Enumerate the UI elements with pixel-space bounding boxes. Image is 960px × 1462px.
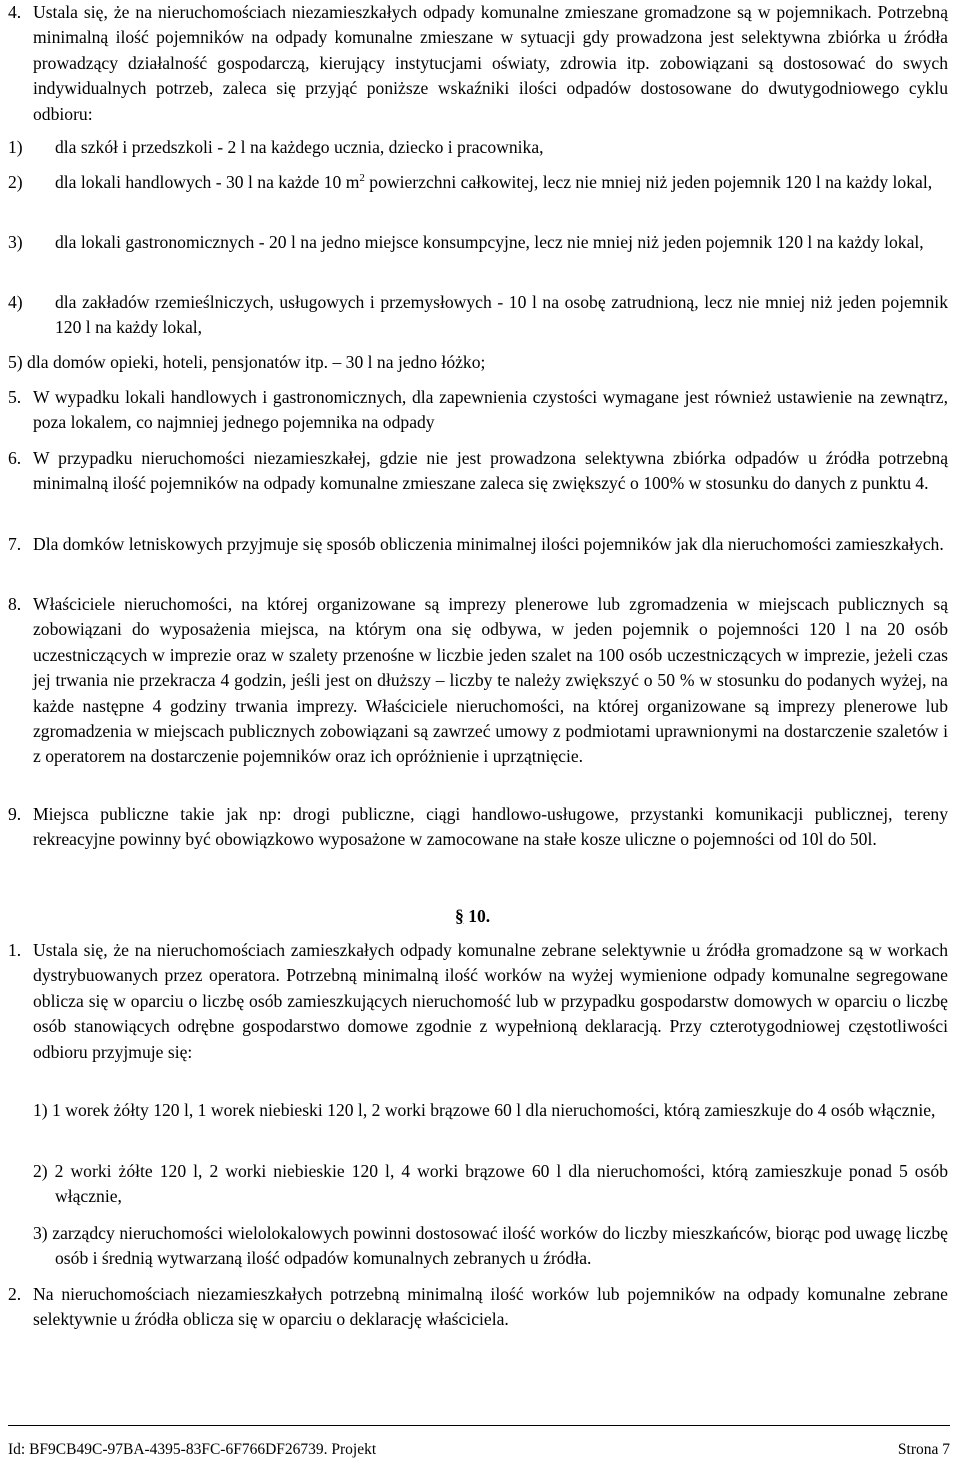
item-text: Ustala się, że na nieruchomościach niezamieszkałych odpady komunalne zmieszane gromadzone są w pojemnikach. Potrzebną minimalną ilość pojemników na odpady komunalne zmieszane w sytuacji gdy prowadzona jest selektywna zbiórka u źródła prowadzący działalność gospodarczą, kierujący instytucjami oświaty, zdrowia itp. zobowiązani są dostosować do swych indywidualnych potrzeb, zaleca się przyjąć poniższe wskaźniki ilości odpadów dostosowane do dwutygodniowego cyklu odbioru: bbox=[33, 2, 948, 124]
section-10-item-1 bbox=[8, 938, 948, 1065]
item-text: Dla domków letniskowych przyjmuje się sposób obliczenia minimalnej ilości pojemników jak dla nieruchomości zamieszkałych. bbox=[33, 534, 944, 554]
sub-item-text-part: dla lokali handlowych - 30 l na każde 10 m bbox=[55, 172, 360, 192]
sub-item-text: 3) zarządcy nieruchomości wielolokalowych powinni dostosować ilość worków do liczby mieszkańców, biorąc pod uwagę liczbę osób i średnią wytwarzaną ilość odpadów komunalnych zebranych u źródła. bbox=[33, 1223, 948, 1269]
page-number: Strona 7 bbox=[897, 1441, 950, 1458]
item-number: 2. bbox=[8, 1284, 22, 1304]
paragraph-item-5 bbox=[8, 385, 948, 436]
sub-item-number: 1) bbox=[8, 137, 23, 157]
sub-item-text: dla szkół i przedszkoli - 2 l na każdego ucznia, dziecko i pracownika, bbox=[55, 137, 544, 157]
item-text: W przypadku nieruchomości niezamieszkałej, gdzie nie jest prowadzona selektywna zbiórka odpadów u źródła potrzebną minimalną ilość pojemników na odpady komunalne zmieszane zaleca się zwiększyć o 100% w stosunku do danych z punktu 4. bbox=[33, 448, 948, 494]
item-number: 4. bbox=[8, 2, 22, 22]
section-10-sub-item-3 bbox=[8, 1221, 948, 1272]
section-number: 10. bbox=[463, 906, 491, 926]
footer-divider bbox=[8, 1425, 950, 1426]
item-number: 5. bbox=[8, 387, 22, 407]
item-number: 6. bbox=[8, 448, 22, 468]
section-10-item-2 bbox=[8, 1282, 948, 1333]
sub-item-3 bbox=[8, 230, 948, 255]
sub-item-text: 5) dla domów opieki, hoteli, pensjonatów itp. – 30 l na jedno łóżko; bbox=[8, 352, 486, 372]
sub-item-text-part: powierzchni całkowitej, lecz nie mniej niż jeden pojemnik 120 l na każdy lokal, bbox=[364, 172, 933, 192]
item-number: 8. bbox=[8, 594, 22, 614]
item-text: Ustala się, że na nieruchomościach zamieszkałych odpady komunalne zebrane selektywnie u źródła gromadzone są w workach dystrybuowanych przez operatora. Potrzebną minimalną ilość worków na wyżej wymienione odpady komunalne segregowane oblicza się w oparciu o liczbę osób zamieszkujących nieruchomość lub w przypadku gospodarstw domowych w oparciu o liczbę osób stanowiących odrębne gospodarstwo domowe zgodnie z wypełnioną deklaracją. Przy czterotygodniowej częstotliwości odbioru przyjmuje się: bbox=[33, 940, 948, 1062]
item-text: Właściciele nieruchomości, na której organizowane są imprezy plenerowe lub zgromadzenia w miejscach publicznych są zobowiązani do wyposażenia miejsca, na którym ona się odbywa, w jeden pojemnik o pojemności 120 l na 20 osób uczestniczących w imprezie oraz w szalety przenośne w liczbie jeden szalet na 100 osób uczestniczących w imprezie, jeżeli czas jej trwania nie przekracza 4 godzin, jeśli jest on dłuższy – liczby te należy zwiększyć o 50 % w stosunku do podanych wyżej, na każde następne 4 godziny trwania imprezy. Właściciele nieruchomości, na której organizowane są imprezy plenerowe lub zgromadzenia w miejscach publicznych zobowiązani są zawrzeć umowy z podmiotami uprawnionymi na dostarczenie szaletów i z operatorem na dostarczenie pojemników oraz ich opróżnienie i uprzątnięcie. bbox=[33, 594, 948, 767]
document-id: Id: BF9CB49C-97BA-4395-83FC-6F766DF26739. Projekt bbox=[8, 1441, 377, 1458]
sub-item-1 bbox=[8, 135, 948, 160]
sub-item-text: dla lokali gastronomicznych - 20 l na jedno miejsce konsumpcyjne, lecz nie mniej niż jeden pojemnik 120 l na każdy lokal, bbox=[55, 232, 924, 252]
section-sign: § bbox=[455, 906, 464, 926]
paragraph-item-4 bbox=[8, 0, 948, 127]
sub-item-text bbox=[55, 170, 948, 195]
sub-item-number: 2) bbox=[8, 172, 23, 192]
item-number: 9. bbox=[8, 804, 22, 824]
superscript: 2 bbox=[359, 172, 365, 184]
sub-item-4 bbox=[8, 290, 948, 341]
section-10-sub-item-1 bbox=[8, 1098, 948, 1123]
item-number: 7. bbox=[8, 534, 22, 554]
paragraph-item-9 bbox=[8, 802, 948, 853]
paragraph-item-7 bbox=[8, 532, 948, 557]
sub-item-text: 1) 1 worek żółty 120 l, 1 worek niebieski 120 l, 2 worki brązowe 60 l dla nieruchomości, którą zamieszkuje do 4 osób włącznie, bbox=[33, 1100, 936, 1120]
section-10-sub-item-2 bbox=[8, 1159, 948, 1210]
paragraph-item-6 bbox=[8, 446, 948, 497]
item-number: 1. bbox=[8, 940, 22, 960]
sub-item-2 bbox=[8, 170, 948, 195]
sub-item-number: 4) bbox=[8, 292, 23, 312]
item-text: W wypadku lokali handlowych i gastronomicznych, dla zapewnienia czystości wymagane jest również ustawienie na zewnątrz, poza lokalem, co najmniej jednego pojemnika na odpady bbox=[33, 387, 948, 433]
sub-item-text: 2) 2 worki żółte 120 l, 2 worki niebieskie 120 l, 4 worki brązowe 60 l dla nieruchomości, którą zamieszkuje ponad 5 osób włącznie, bbox=[33, 1161, 948, 1207]
sub-item-5 bbox=[8, 350, 948, 375]
paragraph-item-8 bbox=[8, 592, 948, 770]
section-heading bbox=[455, 904, 490, 929]
sub-item-text: dla zakładów rzemieślniczych, usługowych i przemysłowych - 10 l na osobę zatrudnioną, lecz nie mniej niż jeden pojemnik 120 l na każdy lokal, bbox=[55, 292, 948, 338]
item-text: Na nieruchomościach niezamieszkałych potrzebną minimalną ilość worków lub pojemników na odpady komunalne zebrane selektywnie u źródła oblicza się w oparciu o deklarację właściciela. bbox=[33, 1284, 948, 1330]
item-text: Miejsca publiczne takie jak np: drogi publiczne, ciągi handlowo-usługowe, przystanki komunikacji publicznej, tereny rekreacyjne powinny być obowiązkowo wyposażone w zamocowane na stałe kosze uliczne o pojemności od 10l do 50l. bbox=[33, 804, 948, 850]
sub-item-number: 3) bbox=[8, 232, 23, 252]
